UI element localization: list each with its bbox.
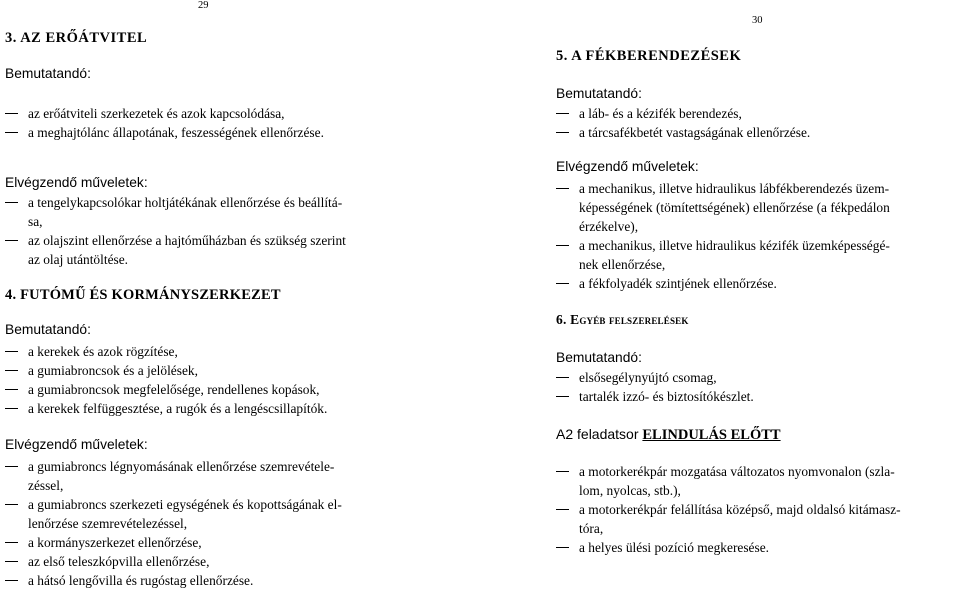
dash-bullet <box>5 389 18 390</box>
section-6-title-number: 6. E <box>556 312 580 327</box>
list-item-continuation: az olaj utántöltése. <box>28 252 129 267</box>
dash-bullet <box>556 188 569 189</box>
dash-bullet <box>556 547 569 548</box>
dash-bullet <box>5 113 18 114</box>
section-6-title <box>556 312 689 328</box>
dash-bullet <box>5 561 18 562</box>
list-item-continuation: érzékelve), <box>579 219 639 234</box>
list-item-continuation: képességének (tömítettségének) ellenőrzése (a fékpedálon <box>579 200 890 215</box>
a2-title-underlined: ELINDULÁS ELŐTT <box>642 427 781 443</box>
list-item: a mechanikus, illetve hidraulikus lábfékberendezés üzem- <box>556 179 890 198</box>
a2-ops-list <box>556 462 901 557</box>
dash-bullet <box>5 351 18 352</box>
a2-title <box>556 426 781 444</box>
section-5-ops-list <box>556 179 890 293</box>
list-item-continuation: sa, <box>28 214 43 229</box>
a2-title-plain: A2 feladatsor <box>556 426 643 442</box>
section-3-bemutatando-label: Bemutatandó: <box>5 66 91 81</box>
list-item: tartalék izzó- és biztosítókészlet. <box>556 387 754 406</box>
section-3-ops-list <box>5 193 346 269</box>
list-item: a fékfolyadék szintjének ellenőrzése. <box>556 274 890 293</box>
list-item: a tárcsafékbetét vastagságának ellenőrzése. <box>556 123 810 142</box>
list-item-continuation: nek ellenőrzése, <box>579 257 666 272</box>
dash-bullet <box>556 113 569 114</box>
section-5-elvegzendo-label: Elvégzendő műveletek: <box>556 159 699 174</box>
list-item: a mechanikus, illetve hidraulikus kézifék üzemképességé- <box>556 236 890 255</box>
dash-bullet <box>556 245 569 246</box>
list-item: a gumiabroncs légnyomásának ellenőrzése szemrevétele- <box>5 457 342 476</box>
dash-bullet <box>5 580 18 581</box>
section-4-bemutatando-list <box>5 342 327 418</box>
list-item: a gumiabroncs szerkezeti egységének és kopottságának el- <box>5 495 342 514</box>
dash-bullet <box>5 370 18 371</box>
list-item-continuation: tóra, <box>579 521 604 536</box>
list-item: a meghajtólánc állapotának, feszességének ellenőrzése. <box>5 123 324 142</box>
list-item: a tengelykapcsolókar holtjátékának ellenőrzése és beállítá- <box>5 193 346 212</box>
section-6-bemutatando-label: Bemutatandó: <box>556 350 642 365</box>
dash-bullet <box>5 542 18 543</box>
list-item: a láb- és a kézifék berendezés, <box>556 104 810 123</box>
dash-bullet <box>556 377 569 378</box>
list-item: az erőátviteli szerkezetek és azok kapcsolódása, <box>5 104 324 123</box>
list-item: a gumiabroncsok és a jelölések, <box>5 361 327 380</box>
section-3-bemutatando-list <box>5 104 324 142</box>
section-6-title-text: gyéb felszerelések <box>579 313 689 327</box>
list-item-continuation: zéssel, <box>28 478 64 493</box>
list-item-continuation: lom, nyolcas, stb.), <box>579 483 681 498</box>
dash-bullet <box>5 504 18 505</box>
page-number-right: 30 <box>752 15 763 26</box>
section-4-elvegzendo-label: Elvégzendő műveletek: <box>5 437 148 452</box>
list-item: a kerekek felfüggesztése, a rugók és a lengéscsillapítók. <box>5 399 327 418</box>
dash-bullet <box>5 202 18 203</box>
list-item: az első teleszkópvilla ellenőrzése, <box>5 552 342 571</box>
list-item: az olajszint ellenőrzése a hajtóműházban és szükség szerint <box>5 231 346 250</box>
list-item: a gumiabroncsok megfelelősége, rendellenes kopások, <box>5 380 327 399</box>
section-5-bemutatando-label: Bemutatandó: <box>556 86 642 101</box>
dash-bullet <box>556 471 569 472</box>
dash-bullet <box>556 132 569 133</box>
section-3-elvegzendo-label: Elvégzendő műveletek: <box>5 175 148 190</box>
list-item: a kormányszerkezet ellenőrzése, <box>5 533 342 552</box>
dash-bullet <box>556 509 569 510</box>
list-item: a motorkerékpár mozgatása változatos nyomvonalon (szla- <box>556 462 901 481</box>
list-item: a helyes ülési pozíció megkeresése. <box>556 538 901 557</box>
section-4-title: 4. FUTÓMŰ ÉS KORMÁNYSZERKEZET <box>5 287 281 303</box>
dash-bullet <box>5 466 18 467</box>
list-item: elsősegélynyújtó csomag, <box>556 368 754 387</box>
list-item: a kerekek és azok rögzítése, <box>5 342 327 361</box>
dash-bullet <box>5 132 18 133</box>
list-item: a motorkerékpár felállítása középső, majd oldalsó kitámasz- <box>556 500 901 519</box>
dash-bullet <box>5 408 18 409</box>
dash-bullet <box>5 240 18 241</box>
list-item-continuation: lenőrzése szemrevételezéssel, <box>28 516 188 531</box>
list-item: a hátsó lengővilla és rugóstag ellenőrzése. <box>5 571 342 590</box>
section-5-bemutatando-list <box>556 104 810 142</box>
section-4-ops-list <box>5 457 342 590</box>
page-number-left: 29 <box>198 0 209 11</box>
section-6-bemutatando-list <box>556 368 754 406</box>
section-5-title: 5. A FÉKBERENDEZÉSEK <box>556 48 742 64</box>
dash-bullet <box>556 396 569 397</box>
dash-bullet <box>556 283 569 284</box>
section-3-title: 3. AZ ERŐÁTVITEL <box>5 30 148 46</box>
section-4-bemutatando-label: Bemutatandó: <box>5 322 91 337</box>
